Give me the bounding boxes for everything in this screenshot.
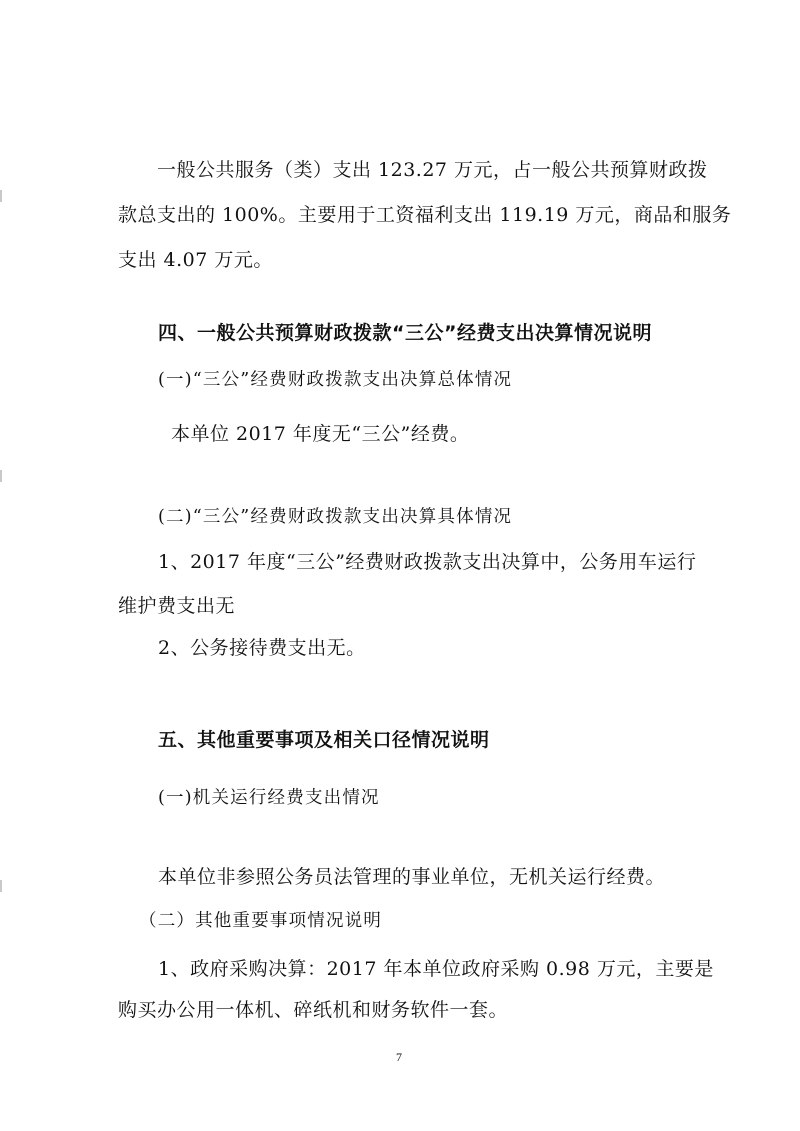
paragraph-line: 维护费支出无 — [118, 595, 236, 617]
subsection-heading: (二)“三公”经费财政拨款支出决算具体情况 — [158, 507, 513, 527]
subsection-heading: （二）其他重要事项情况说明 — [139, 911, 383, 931]
paragraph-line: 款总支出的 100%。主要用于工资福利支出 119.19 万元，商品和服务 — [118, 204, 732, 226]
scan-edge-mark — [0, 470, 2, 482]
section-heading: 四、一般公共预算财政拨款“三公”经费支出决算情况说明 — [158, 322, 652, 344]
paragraph-line: 支出 4.07 万元。 — [118, 249, 273, 271]
paragraph-line: 购买办公用一体机、碎纸机和财务软件一套。 — [118, 999, 509, 1021]
subsection-heading: (一)“三公”经费财政拨款支出决算总体情况 — [158, 370, 513, 390]
paragraph-line: 一般公共服务（类）支出 123.27 万元，占一般公共预算财政拨 — [157, 159, 708, 181]
paragraph-line: 2、公务接待费支出无。 — [158, 637, 366, 659]
subsection-heading: (一)机关运行经费支出情况 — [158, 788, 380, 808]
scan-edge-mark — [0, 880, 2, 892]
section-heading: 五、其他重要事项及相关口径情况说明 — [158, 729, 490, 751]
scan-edge-mark — [0, 190, 2, 202]
paragraph-line: 本单位 2017 年度无“三公”经费。 — [171, 423, 470, 445]
page-number: 7 — [396, 1050, 402, 1064]
paragraph-line: 1、政府采购决算：2017 年本单位政府采购 0.98 万元，主要是 — [158, 958, 714, 980]
paragraph-line: 本单位非参照公务员法管理的事业单位，无机关运行经费。 — [158, 866, 666, 888]
paragraph-line: 1、2017 年度“三公”经费财政拨款支出决算中，公务用车运行 — [158, 551, 697, 573]
